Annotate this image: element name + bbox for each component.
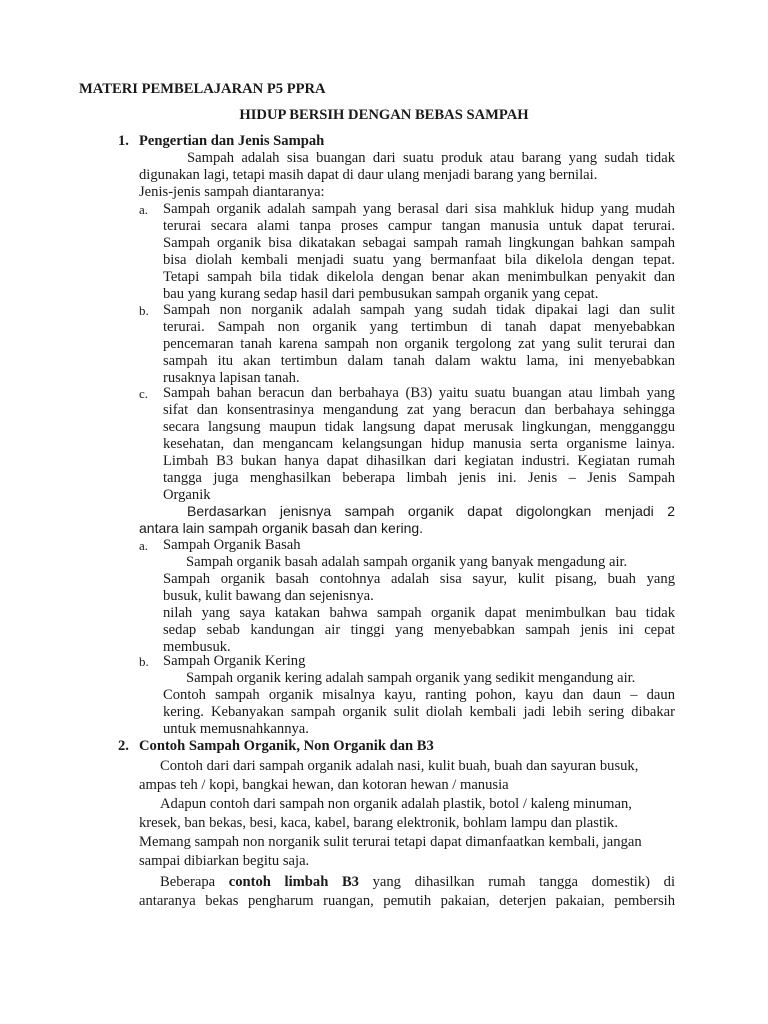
- item-line: Sampah organik adalah sampah yang berasal dari sisa mahkluk hidup yang mudah: [163, 201, 675, 217]
- p2-line-1: Adapun contoh dari sampah non organik adalah plastik, botol / kaleng minuman,: [160, 796, 632, 812]
- item-label: c.: [139, 386, 149, 401]
- intro-line-2: digunakan lagi, tetapi masih dapat di daur ulang menjadi barang yang bernilai.: [139, 167, 598, 183]
- item-line: bisa diolah kembali menjadi suatu yang bermanfaat bila dikelola dengan tepat.: [163, 252, 675, 268]
- subitem-b: [139, 653, 675, 670]
- item-line: secara langsung maupun tidak langsung dapat merusak lingkungan, mengganggu: [163, 419, 675, 435]
- subitem-line: membusuk.: [163, 639, 231, 655]
- subitem-line: Contoh sampah organik misalnya kayu, ranting pohon, kayu dan daun – daun: [163, 687, 675, 703]
- item-line: Limbah B3 bukan hanya dapat dihasilkan dari kegiatan industri. Kegiatan rumah: [163, 453, 675, 469]
- type-item-c: [139, 385, 675, 504]
- subitem-line: Sampah organik kering adalah sampah organik yang sedikit mengandung air.: [186, 670, 636, 686]
- subitem-label: a.: [139, 538, 149, 553]
- section-1-title: Pengertian dan Jenis Sampah: [139, 133, 325, 149]
- subitem-line: kering. Kebanyakan sampah organik sulit diolah kembali jadi lebih sering dibakar: [163, 704, 675, 720]
- subitem-title: Sampah Organik Kering: [163, 653, 306, 669]
- item-line: Tetapi sampah bila tidak dikelola dengan benar akan menimbulkan penyakit dan: [163, 269, 675, 285]
- p2-line-3: Memang sampah non norganik sulit terurai tetapi dapat dimanfaatkan kembali, jangan: [139, 834, 642, 850]
- item-line: bau yang kurang sedap hasil dari pembusukan sampah organik yang cepat.: [163, 286, 599, 302]
- subitem-title: Sampah Organik Basah: [163, 537, 301, 553]
- document-title: HIDUP BERSIH DENGAN BEBAS SAMPAH: [239, 107, 529, 123]
- p3-line-2: antaranya bekas pengharum ruangan, pemutih pakaian, deterjen pakaian, pembersih: [139, 893, 675, 909]
- subitem-a-body: [163, 554, 675, 656]
- p2-line-2: kresek, ban bekas, besi, kaca, kabel, barang elektronik, bohlam lampu dan plastik.: [139, 815, 619, 831]
- item-line: rusaknya lapisan tanah.: [163, 370, 300, 386]
- item-line: Sampah bahan beracun dan berbahaya (B3) yaitu suatu buangan atau limbah yang: [163, 385, 675, 401]
- section-1-number: 1.: [118, 133, 129, 149]
- item-line: Organik: [163, 487, 211, 503]
- type-item-b: [139, 302, 675, 387]
- types-label: Jenis-jenis sampah diantaranya:: [139, 184, 325, 200]
- subitem-line: sedap sebab kandungan air tinggi yang menyebabkan sampah jenis ini cepat: [163, 622, 675, 638]
- subitem-b-body: [163, 670, 675, 738]
- subitem-line: nilah yang saya katakan bahwa sampah organik dapat menimbulkan bau tidak: [163, 605, 675, 621]
- item-line: terurai. Sampah non organik yang tertimbun di tanah dapat menyebabkan: [163, 319, 675, 335]
- item-label: a.: [139, 202, 149, 217]
- section-2-body: [139, 757, 675, 911]
- item-line: sampah itu akan tertimbun dalam tanah dalam waktu lama, ini menyebabkan: [163, 353, 675, 369]
- subitem-line: Sampah organik basah adalah sampah organik yang banyak mengadung air.: [186, 554, 628, 570]
- section-1-intro: [139, 150, 675, 201]
- subitem-line: untuk memusnahkannya.: [163, 721, 309, 737]
- item-line: terurai secara alami tanpa proses campur tangan manusia untuk dapat terurai.: [163, 218, 675, 234]
- item-line: kesehatan, dan mengancam kelangsungan hidup manusia serta organisme lainya.: [163, 436, 675, 452]
- p2-line-4: sampai dibiarkan begitu saja.: [139, 853, 310, 869]
- subitem-line: busuk, kulit bawang dan sejenisnya.: [163, 588, 374, 604]
- section-1-heading: [118, 133, 678, 150]
- p1-line-1: Contoh dari dari sampah organik adalah nasi, kulit buah, buah dan sayuran busuk,: [160, 758, 639, 774]
- b3-examples-bold: contoh limbah B3: [228, 874, 359, 890]
- intro-line-1: Sampah adalah sisa buangan dari suatu produk atau barang yang sudah tidak: [187, 150, 675, 166]
- subitem-line: Sampah organik basah contohnya adalah sisa sayur, kulit pisang, buah yang: [163, 571, 675, 587]
- item-line: tangga juga menghasilkan beberapa limbah jenis ini. Jenis – Jenis Sampah: [163, 470, 675, 486]
- section-2-number: 2.: [118, 738, 129, 754]
- item-line: Sampah non norganik adalah sampah yang sudah tidak dipakai lagi dan sulit: [163, 302, 675, 318]
- item-line: pencemaran tanah karena sampah non organik tergolong zat yang sulit terurai dan: [163, 336, 675, 352]
- item-line: sifat dan konsentrasinya mengandung zat yang beracun dan berbahaya sehingga: [163, 402, 675, 418]
- item-label: b.: [139, 303, 149, 318]
- subitem-label: b.: [139, 654, 149, 669]
- section-2-heading: [118, 738, 678, 755]
- p3-line-1: Beberapa contoh limbah B3 yang dihasilkan rumah tangga domestik) di: [160, 874, 675, 890]
- header-title: MATERI PEMBELAJARAN P5 PPRA: [79, 81, 326, 97]
- section-2-title: Contoh Sampah Organik, Non Organik dan B3: [139, 738, 434, 754]
- organic-intro: [139, 503, 675, 537]
- item-line: Sampah organik bisa dikatakan sebagai sampah ramah lingkungan bahkan sampah: [163, 235, 675, 251]
- organic-intro-line-1: Berdasarkan jenisnya sampah organik dapat digolongkan menjadi 2: [187, 503, 675, 519]
- type-item-a: [139, 201, 675, 303]
- subitem-a: [139, 537, 675, 554]
- p1-line-2: ampas teh / kopi, bangkai hewan, dan kotoran hewan / manusia: [139, 777, 509, 793]
- organic-intro-line-2: antara lain sampah organik basah dan kering.: [139, 520, 424, 536]
